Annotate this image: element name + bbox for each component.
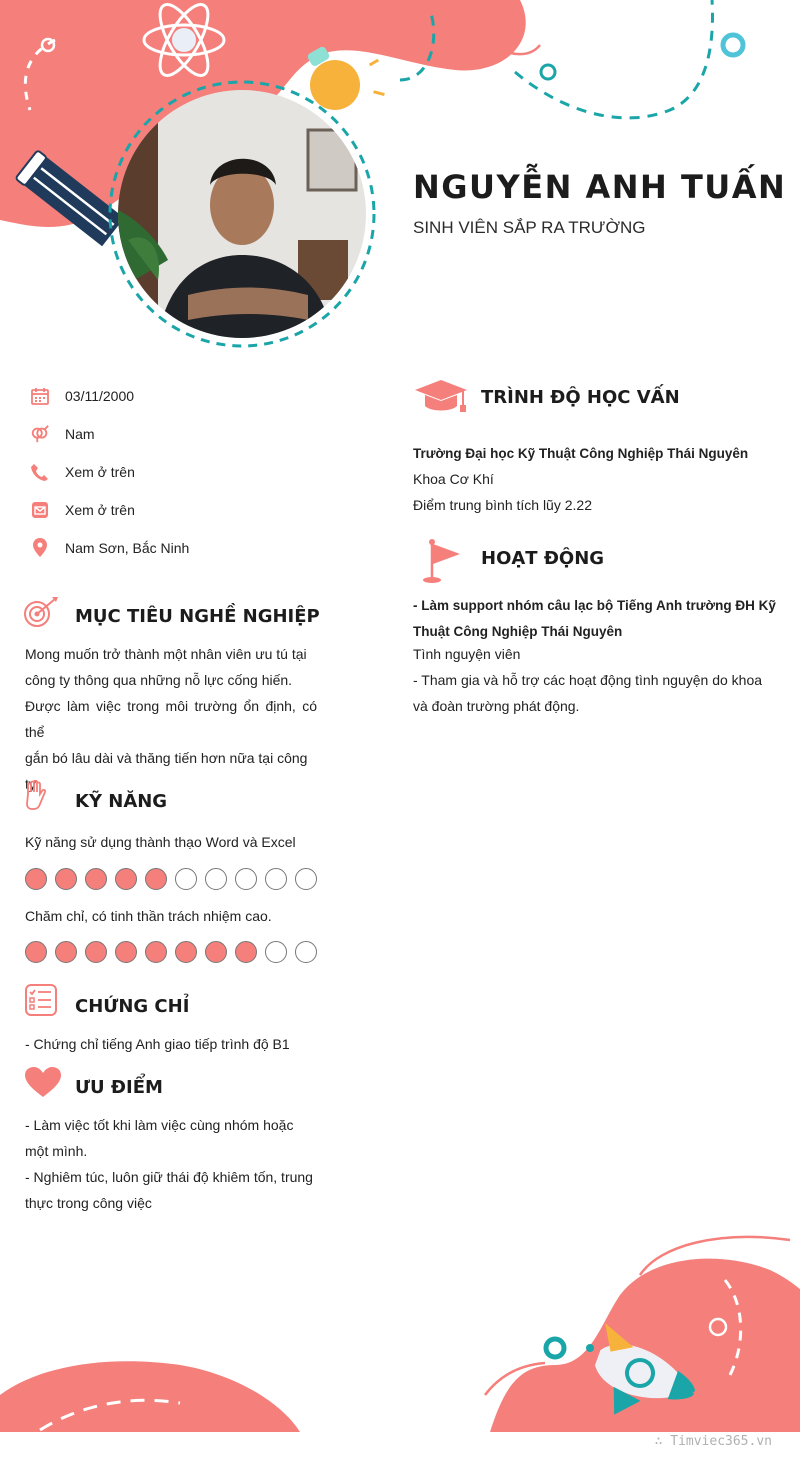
phone-icon	[30, 462, 50, 482]
objective-title: MỤC TIÊU NGHỀ NGHIỆP	[75, 606, 320, 627]
location-icon	[30, 538, 50, 558]
objective-line: gắn bó lâu dài và thăng tiến hơn nữa tại công	[25, 750, 308, 766]
rating-dot-empty	[295, 941, 317, 963]
education-faculty: Khoa Cơ Khí	[413, 471, 494, 487]
rating-dot-filled	[85, 941, 107, 963]
education-gpa: Điểm trung bình tích lũy 2.22	[413, 497, 592, 513]
email-value: Xem ở trên	[65, 502, 135, 518]
rating-dot-filled	[145, 941, 167, 963]
activity-role: Tình nguyện viên	[413, 646, 521, 662]
hand-icon	[24, 780, 48, 817]
rating-dot-filled	[145, 868, 167, 890]
birthday-value: 03/11/2000	[65, 388, 135, 404]
rating-dot-filled	[175, 941, 197, 963]
strength-line: - Làm việc tốt khi làm việc cùng nhóm hoặc	[25, 1117, 294, 1133]
rating-dot-filled	[115, 868, 137, 890]
activities-heading	[413, 593, 778, 645]
rating-dot-filled	[25, 868, 47, 890]
rating-dot-filled	[85, 868, 107, 890]
rating-dot-filled	[25, 941, 47, 963]
contact-address	[30, 538, 189, 558]
contact-birthday	[30, 386, 134, 406]
activity-line: - Làm support nhóm câu lạc bộ Tiếng Anh trường ĐH Kỹ	[413, 598, 776, 613]
rating-dot-empty	[265, 941, 287, 963]
footer-blob-left	[0, 1361, 300, 1432]
strength-line: thực trong công việc	[25, 1195, 152, 1211]
contact-gender	[30, 424, 95, 444]
skill-label: Chăm chỉ, có tinh thần trách nhiệm cao.	[25, 908, 272, 924]
rating-dot-empty	[235, 868, 257, 890]
rating-dot-filled	[55, 941, 77, 963]
footer-blob-right	[490, 1259, 800, 1432]
activities-text	[413, 667, 778, 719]
objective-line: công ty thông qua những nỗ lực cống hiến.	[25, 672, 293, 688]
heart-icon	[24, 1066, 62, 1103]
phone-value: Xem ở trên	[65, 464, 135, 480]
gender-value: Nam	[65, 426, 95, 442]
candidate-name: NGUYỄN ANH TUẤN	[413, 168, 787, 206]
strengths-text	[25, 1112, 317, 1216]
rating-dot-filled	[115, 941, 137, 963]
rating-dot-filled	[205, 941, 227, 963]
skills-title: KỸ NĂNG	[75, 791, 168, 812]
rating-dot-filled	[235, 941, 257, 963]
contact-phone	[30, 462, 135, 482]
activity-line: và đoàn trường phát động.	[413, 698, 580, 714]
footer-decoration	[0, 1225, 800, 1432]
rating-dot-empty	[295, 868, 317, 890]
objective-text	[25, 641, 317, 797]
skill-rating-1	[25, 941, 317, 963]
objective-line: Được làm việc trong môi trường ổn định, có thể	[25, 698, 317, 740]
email-icon	[30, 500, 50, 520]
contact-email	[30, 500, 135, 520]
rating-dot-filled	[55, 868, 77, 890]
profile-photo	[118, 90, 366, 338]
objective-line: ty	[25, 776, 36, 792]
teal-ring	[723, 35, 743, 55]
strength-line: - Nghiêm túc, luôn giữ thái độ khiêm tốn, trung	[25, 1169, 313, 1185]
skill-label: Kỹ năng sử dụng thành thạo Word và Excel	[25, 834, 296, 850]
rating-dot-empty	[175, 868, 197, 890]
certificate-item: - Chứng chỉ tiếng Anh giao tiếp trình độ B1	[25, 1036, 290, 1052]
skill-rating-0	[25, 868, 317, 890]
certificates-title: CHỨNG CHỈ	[75, 996, 190, 1017]
calendar-icon	[30, 386, 50, 406]
checklist-icon	[25, 984, 57, 1021]
education-title: TRÌNH ĐỘ HỌC VẤN	[481, 387, 680, 408]
rating-dot-empty	[265, 868, 287, 890]
activity-line: - Tham gia và hỗ trợ các hoạt động tình nguyện do khoa	[413, 672, 763, 688]
activities-title: HOẠT ĐỘNG	[481, 548, 605, 569]
candidate-role: SINH VIÊN SẮP RA TRƯỜNG	[413, 218, 646, 237]
strength-line: một mình.	[25, 1143, 88, 1159]
target-icon	[22, 596, 60, 635]
address-value: Nam Sơn, Bắc Ninh	[65, 540, 190, 556]
flag-icon	[420, 538, 462, 589]
graduation-cap-icon	[413, 378, 469, 419]
watermark: ∴ Timviec365.vn	[654, 1434, 772, 1449]
gender-icon	[30, 424, 50, 444]
education-school: Trường Đại học Kỹ Thuật Công Nghiệp Thái Nguyên	[413, 446, 749, 461]
activity-line: Thuật Công Nghiệp Thái Nguyên	[413, 624, 623, 639]
objective-line: Mong muốn trở thành một nhân viên ưu tú tại	[25, 646, 307, 662]
strengths-title: ƯU ĐIỂM	[75, 1077, 163, 1098]
rating-dot-empty	[205, 868, 227, 890]
